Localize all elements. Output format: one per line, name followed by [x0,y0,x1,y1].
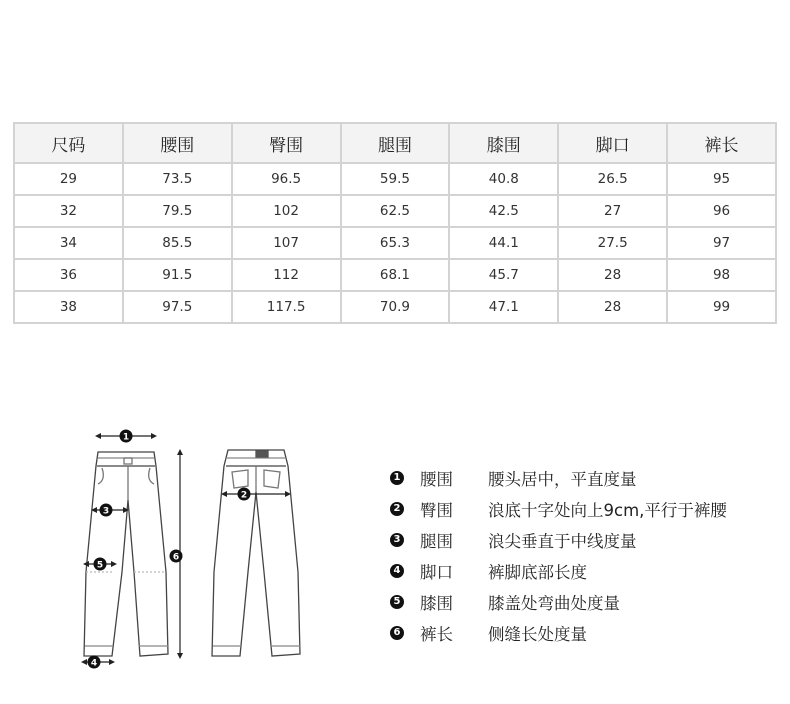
number-1-icon: 1 [390,471,404,485]
table-cell: 112 [232,259,341,291]
table-cell: 98 [667,259,776,291]
table-row [14,227,776,259]
table-cell: 44.1 [449,227,558,259]
marker-4 [88,656,101,669]
legend-item-length [390,617,727,648]
legend-name: 臀围 [420,500,453,520]
legend-name: 脚口 [420,562,453,582]
number-4-icon: 4 [390,564,404,578]
header-waist: 腰围 [123,123,232,163]
table-cell: 36 [14,259,123,291]
pants-front-view [84,452,168,656]
table-cell: 32 [14,195,123,227]
svg-text:3: 3 [102,506,110,517]
table-cell: 79.5 [123,195,232,227]
table-cell: 38 [14,291,123,323]
table-row [14,163,776,195]
marker-1 [120,430,133,443]
table-cell: 29 [14,163,123,195]
table-cell: 27 [558,195,667,227]
table-cell: 107 [232,227,341,259]
table-header-row [14,123,776,163]
number-5-icon: 5 [390,595,404,609]
svg-text:2: 2 [240,490,248,501]
legend-description: 浪底十字处向上9cm,平行于裤腰 [488,500,727,520]
table-cell: 34 [14,227,123,259]
table-cell: 65.3 [341,227,450,259]
table-cell: 40.8 [449,163,558,195]
table-cell: 28 [558,259,667,291]
number-2-icon: 2 [390,502,404,516]
table-row [14,195,776,227]
table-cell: 62.5 [341,195,450,227]
svg-text:1: 1 [122,432,130,443]
table-row [14,259,776,291]
table-cell: 117.5 [232,291,341,323]
size-chart-table [13,122,777,324]
measurement-legend [390,462,727,648]
pants-measurement-diagram [76,422,316,680]
table-row [14,291,776,323]
svg-text:5: 5 [96,560,104,571]
number-3-icon: 3 [390,533,404,547]
legend-name: 腰围 [420,469,453,489]
legend-item-hem [390,555,727,586]
header-hem: 脚口 [558,123,667,163]
header-hip: 臀围 [232,123,341,163]
table-cell: 97.5 [123,291,232,323]
legend-description: 裤脚底部长度 [488,562,587,582]
legend-item-thigh [390,524,727,555]
table-cell: 96.5 [232,163,341,195]
table-cell: 102 [232,195,341,227]
table-cell: 59.5 [341,163,450,195]
table-cell: 70.9 [341,291,450,323]
table-cell: 95 [667,163,776,195]
table-cell: 68.1 [341,259,450,291]
legend-name: 裤长 [420,624,453,644]
legend-description: 腰头居中，平直度量 [488,469,637,489]
table-cell: 73.5 [123,163,232,195]
table-cell: 27.5 [558,227,667,259]
header-size: 尺码 [14,123,123,163]
svg-text:4: 4 [90,658,98,669]
legend-name: 腿围 [420,531,453,551]
legend-item-knee [390,586,727,617]
table-cell: 91.5 [123,259,232,291]
table-cell: 96 [667,195,776,227]
table-cell: 97 [667,227,776,259]
table-cell: 28 [558,291,667,323]
svg-text:6: 6 [172,552,180,563]
legend-description: 浪尖垂直于中线度量 [488,531,637,551]
marker-3 [100,504,113,517]
legend-item-waist [390,462,727,493]
pants-back-view [212,450,300,656]
marker-5 [94,558,107,571]
marker-2 [238,488,251,501]
table-cell: 47.1 [449,291,558,323]
header-length: 裤长 [667,123,776,163]
table-cell: 45.7 [449,259,558,291]
legend-description: 侧缝长处度量 [488,624,587,644]
number-6-icon: 6 [390,626,404,640]
legend-item-hip [390,493,727,524]
table-cell: 85.5 [123,227,232,259]
table-cell: 99 [667,291,776,323]
table-cell: 42.5 [449,195,558,227]
header-thigh: 腿围 [341,123,450,163]
table-cell: 26.5 [558,163,667,195]
legend-name: 膝围 [420,593,453,613]
header-knee: 膝围 [449,123,558,163]
marker-6 [170,550,183,563]
legend-description: 膝盖处弯曲处度量 [488,593,620,613]
